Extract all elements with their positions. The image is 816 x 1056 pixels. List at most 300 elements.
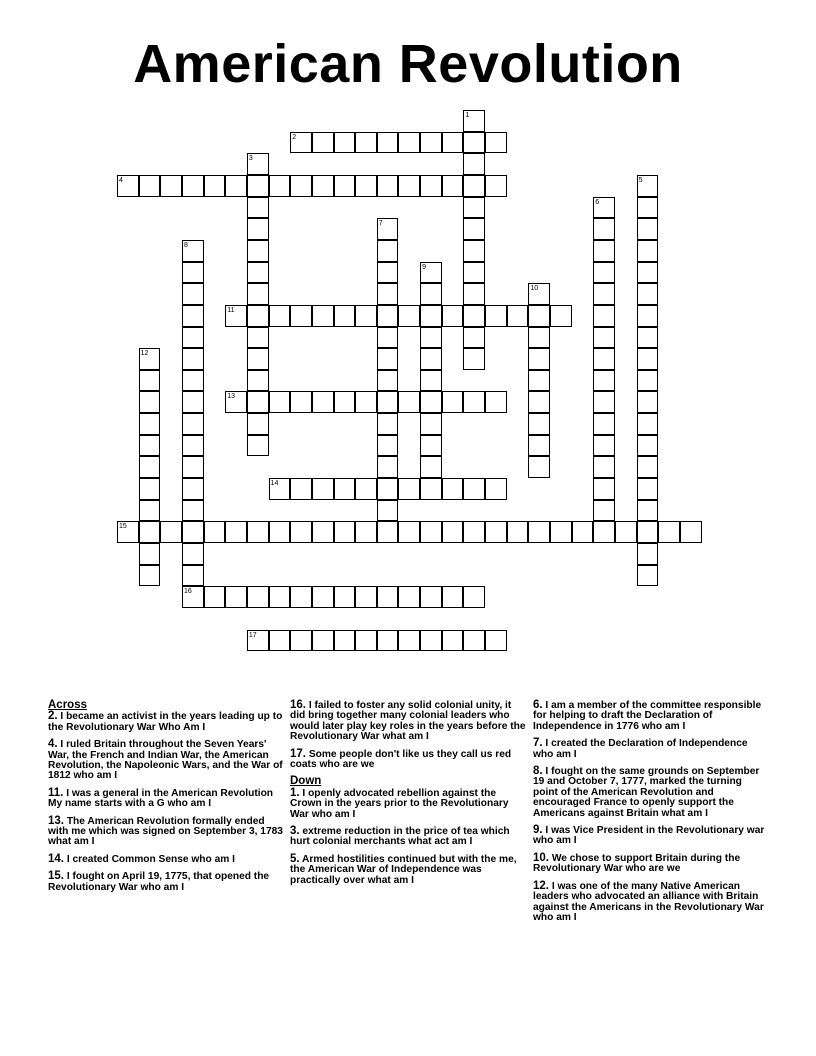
grid-cell[interactable] <box>507 521 529 543</box>
grid-cell[interactable] <box>139 391 161 413</box>
grid-cell[interactable] <box>312 391 334 413</box>
grid-cell[interactable] <box>463 391 485 413</box>
clue-item <box>290 826 526 848</box>
grid-cell[interactable] <box>593 391 615 413</box>
clue-item <box>533 825 769 847</box>
grid-cell[interactable] <box>269 521 291 543</box>
grid-cell[interactable] <box>637 478 659 500</box>
clue-text: I was one of the many Native American leaders who advocated an alliance with Britain against the Americans in the Revolutionary War who am I <box>533 880 764 923</box>
grid-cell[interactable] <box>204 175 226 197</box>
grid-cell[interactable] <box>463 478 485 500</box>
grid-cell[interactable] <box>593 435 615 457</box>
grid-cell[interactable] <box>290 630 312 652</box>
grid-cell[interactable] <box>593 197 615 219</box>
grid-cell[interactable] <box>485 630 507 652</box>
grid-cell[interactable] <box>182 283 204 305</box>
grid-cell[interactable] <box>182 521 204 543</box>
grid-cell[interactable] <box>398 630 420 652</box>
clue-text: Some people don't like us they call us red coats who are we <box>290 748 512 771</box>
grid-cell[interactable] <box>139 370 161 392</box>
grid-cell[interactable] <box>247 348 269 370</box>
grid-cell[interactable] <box>247 327 269 349</box>
grid-cell[interactable] <box>398 586 420 608</box>
clue-text: I failed to foster any solid colonial unity, it did bring together many colonial leaders who would later play key roles in the years before the Revolutionary War what am I <box>290 700 526 743</box>
grid-cell[interactable] <box>139 435 161 457</box>
grid-cell[interactable] <box>117 175 139 197</box>
clue-item <box>290 749 526 771</box>
grid-cell[interactable] <box>139 478 161 500</box>
grid-cell[interactable] <box>658 521 680 543</box>
grid-cell[interactable] <box>637 435 659 457</box>
grid-cell[interactable] <box>225 391 247 413</box>
grid-cell[interactable] <box>377 262 399 284</box>
clue-number: 11. <box>48 786 64 799</box>
grid-cell[interactable] <box>355 391 377 413</box>
grid-cell[interactable] <box>637 565 659 587</box>
grid-cell[interactable] <box>377 435 399 457</box>
clue-item <box>48 788 284 810</box>
grid-cell[interactable] <box>420 132 442 154</box>
grid-cell[interactable] <box>247 521 269 543</box>
clue-number-label: 15 <box>119 523 127 531</box>
grid-cell[interactable] <box>377 586 399 608</box>
grid-cell[interactable] <box>247 435 269 457</box>
grid-cell[interactable] <box>334 521 356 543</box>
clue-number: 1. <box>290 786 300 799</box>
grid-cell[interactable] <box>637 413 659 435</box>
grid-cell[interactable] <box>355 630 377 652</box>
grid-cell[interactable] <box>312 175 334 197</box>
grid-cell[interactable] <box>139 521 161 543</box>
across-heading: Across <box>48 699 87 711</box>
grid-cell[interactable] <box>398 132 420 154</box>
grid-cell[interactable] <box>420 391 442 413</box>
grid-cell[interactable] <box>463 110 485 132</box>
grid-cell[interactable] <box>182 348 204 370</box>
clue-text: I created Common Sense who am I <box>64 853 235 865</box>
grid-cell[interactable] <box>290 521 312 543</box>
clue-number: 7. <box>533 737 543 750</box>
clue-number-label: 5 <box>638 176 643 184</box>
clue-number-label: 14 <box>270 480 279 488</box>
grid-cell[interactable] <box>528 521 550 543</box>
grid-cell[interactable] <box>182 586 204 608</box>
grid-cell[interactable] <box>442 305 464 327</box>
grid-cell[interactable] <box>528 348 550 370</box>
grid-cell[interactable] <box>528 305 550 327</box>
clue-number-label: 8 <box>183 241 188 249</box>
grid-cell[interactable] <box>247 240 269 262</box>
clue-text: We chose to support Britain during the Revolutionary War who are we <box>533 852 741 875</box>
grid-cell[interactable] <box>637 305 659 327</box>
grid-cell[interactable] <box>377 240 399 262</box>
clue-item <box>533 738 769 760</box>
clue-column-3 <box>533 700 769 929</box>
grid-cell[interactable] <box>593 500 615 522</box>
clue-item <box>533 881 769 924</box>
grid-cell[interactable] <box>593 456 615 478</box>
grid-cell[interactable] <box>312 305 334 327</box>
clue-number-label: 3 <box>248 155 253 163</box>
grid-cell[interactable] <box>398 391 420 413</box>
grid-cell[interactable] <box>290 391 312 413</box>
grid-cell[interactable] <box>204 586 226 608</box>
grid-cell[interactable] <box>182 305 204 327</box>
clue-number: 16. <box>290 699 306 711</box>
clue-number-label: 10 <box>530 285 539 293</box>
grid-cell[interactable] <box>593 305 615 327</box>
grid-cell[interactable] <box>637 218 659 240</box>
grid-cell[interactable] <box>225 586 247 608</box>
grid-cell[interactable] <box>442 132 464 154</box>
grid-cell[interactable] <box>269 391 291 413</box>
grid-cell[interactable] <box>225 305 247 327</box>
grid-cell[interactable] <box>312 478 334 500</box>
grid-cell[interactable] <box>334 586 356 608</box>
grid-cell[interactable] <box>550 305 572 327</box>
grid-cell[interactable] <box>182 478 204 500</box>
grid-cell[interactable] <box>463 175 485 197</box>
grid-cell[interactable] <box>485 478 507 500</box>
clue-item <box>48 711 284 733</box>
clue-number-label: 13 <box>227 393 236 401</box>
grid-cell[interactable] <box>139 543 161 565</box>
grid-cell[interactable] <box>247 197 269 219</box>
clue-text: I was Vice President in the Revolutionary war who am I <box>533 825 765 847</box>
grid-cell[interactable] <box>247 630 269 652</box>
clue-text: Armed hostilities continued but with the me, the American War of Independence was practically over what am I <box>290 853 517 886</box>
clue-text: I fought on the same grounds on September 19 and October 7, 1777, marked the turning point of the American Revolution and encouraged France to openly support the Americans against Britain what am I <box>533 766 760 819</box>
grid-cell[interactable] <box>463 305 485 327</box>
grid-cell[interactable] <box>593 283 615 305</box>
grid-cell[interactable] <box>377 348 399 370</box>
clue-number: 3. <box>290 825 300 838</box>
grid-cell[interactable] <box>528 370 550 392</box>
grid-cell[interactable] <box>312 521 334 543</box>
grid-cell[interactable] <box>593 218 615 240</box>
grid-cell[interactable] <box>528 456 550 478</box>
grid-cell[interactable] <box>637 197 659 219</box>
grid-cell[interactable] <box>442 521 464 543</box>
grid-cell[interactable] <box>442 630 464 652</box>
grid-cell[interactable] <box>593 348 615 370</box>
grid-cell[interactable] <box>420 305 442 327</box>
grid-cell[interactable] <box>420 586 442 608</box>
grid-cell[interactable] <box>485 175 507 197</box>
grid-cell[interactable] <box>637 521 659 543</box>
grid-cell[interactable] <box>442 478 464 500</box>
grid-cell[interactable] <box>182 175 204 197</box>
grid-cell[interactable] <box>269 478 291 500</box>
clue-number-label: 17 <box>248 631 257 639</box>
grid-cell[interactable] <box>355 175 377 197</box>
grid-cell[interactable] <box>139 500 161 522</box>
clue-number-label: 16 <box>183 588 192 596</box>
grid-cell[interactable] <box>182 565 204 587</box>
clue-text: extreme reduction in the price of tea which hurt colonial merchants what act am I <box>290 826 510 848</box>
clue-text: I was a general in the American Revolution My name starts with a G who am I <box>48 787 274 810</box>
grid-cell[interactable] <box>377 413 399 435</box>
grid-cell[interactable] <box>377 370 399 392</box>
grid-cell[interactable] <box>182 370 204 392</box>
grid-cell[interactable] <box>593 240 615 262</box>
grid-cell[interactable] <box>463 218 485 240</box>
grid-cell[interactable] <box>420 175 442 197</box>
grid-cell[interactable] <box>139 413 161 435</box>
grid-cell[interactable] <box>485 521 507 543</box>
clue-text: I ruled Britain throughout the Seven Years' War, the French and Indian War, the American Revolution, the Napoleonic Wars, and the War of 1812 who am I <box>48 739 283 782</box>
clue-item <box>533 853 769 875</box>
grid-cell[interactable] <box>269 175 291 197</box>
grid-cell[interactable] <box>485 132 507 154</box>
grid-cell[interactable] <box>615 521 637 543</box>
grid-cell[interactable] <box>377 132 399 154</box>
clue-number-label: 4 <box>119 176 123 184</box>
grid-cell[interactable] <box>637 262 659 284</box>
clue-text: I created the Declaration of Independence who am I <box>533 738 748 760</box>
clue-item <box>290 788 526 820</box>
grid-cell[interactable] <box>442 586 464 608</box>
grid-cell[interactable] <box>139 175 161 197</box>
clue-number: 4. <box>48 738 58 751</box>
grid-cell[interactable] <box>247 413 269 435</box>
grid-cell[interactable] <box>420 521 442 543</box>
clue-number-label: 7 <box>378 220 383 228</box>
grid-cell[interactable] <box>182 456 204 478</box>
grid-cell[interactable] <box>334 305 356 327</box>
down-heading: Down <box>290 775 322 788</box>
grid-cell[interactable] <box>334 478 356 500</box>
grid-cell[interactable] <box>247 586 269 608</box>
grid-cell[interactable] <box>312 630 334 652</box>
grid-cell[interactable] <box>334 132 356 154</box>
clue-number: 5. <box>290 852 300 865</box>
grid-cell[interactable] <box>377 305 399 327</box>
grid-cell[interactable] <box>247 262 269 284</box>
grid-cell[interactable] <box>204 521 226 543</box>
grid-cell[interactable] <box>377 327 399 349</box>
clue-number: 10. <box>533 851 549 864</box>
clue-item <box>533 700 769 732</box>
grid-cell[interactable] <box>528 283 550 305</box>
grid-cell[interactable] <box>182 262 204 284</box>
clue-text: I became an activist in the years leading up to the Revolutionary War Who Am I <box>48 711 283 733</box>
grid-cell[interactable] <box>637 456 659 478</box>
clue-item <box>48 739 284 782</box>
grid-cell[interactable] <box>442 391 464 413</box>
clue-item <box>48 871 284 893</box>
grid-cell[interactable] <box>463 262 485 284</box>
clue-number: 15. <box>48 870 64 883</box>
grid-cell[interactable] <box>528 327 550 349</box>
grid-cell[interactable] <box>269 586 291 608</box>
grid-cell[interactable] <box>593 413 615 435</box>
grid-cell[interactable] <box>225 521 247 543</box>
grid-cell[interactable] <box>463 197 485 219</box>
clue-item <box>533 766 769 819</box>
grid-cell[interactable] <box>637 391 659 413</box>
grid-cell[interactable] <box>463 521 485 543</box>
clue-number: 9. <box>533 824 543 837</box>
grid-cell[interactable] <box>160 521 182 543</box>
grid-cell[interactable] <box>312 132 334 154</box>
grid-cell[interactable] <box>269 630 291 652</box>
grid-cell[interactable] <box>463 586 485 608</box>
clue-number-label: 12 <box>140 350 149 358</box>
clue-text: I fought on April 19, 1775, that opened the Revolutionary War who am I <box>48 871 270 893</box>
grid-cell[interactable] <box>593 370 615 392</box>
grid-cell[interactable] <box>528 391 550 413</box>
grid-cell[interactable] <box>290 305 312 327</box>
grid-cell[interactable] <box>572 521 594 543</box>
grid-cell[interactable] <box>247 370 269 392</box>
grid-cell[interactable] <box>507 305 529 327</box>
clue-column-1 <box>48 700 284 899</box>
grid-cell[interactable] <box>247 153 269 175</box>
grid-cell[interactable] <box>182 240 204 262</box>
grid-cell[interactable] <box>182 435 204 457</box>
grid-cell[interactable] <box>398 305 420 327</box>
grid-cell[interactable] <box>550 521 572 543</box>
grid-cell[interactable] <box>463 327 485 349</box>
grid-cell[interactable] <box>593 262 615 284</box>
grid-cell[interactable] <box>637 283 659 305</box>
grid-cell[interactable] <box>420 370 442 392</box>
clue-text: The American Revolution formally ended with me which was signed on September 3, 1783 what am I <box>48 815 283 848</box>
grid-cell[interactable] <box>637 370 659 392</box>
grid-cell[interactable] <box>269 305 291 327</box>
grid-cell[interactable] <box>290 478 312 500</box>
grid-cell[interactable] <box>442 175 464 197</box>
page-title: American Revolution <box>133 34 683 94</box>
grid-cell[interactable] <box>182 413 204 435</box>
grid-cell[interactable] <box>182 391 204 413</box>
clue-number-label: 2 <box>292 133 297 141</box>
grid-cell[interactable] <box>377 391 399 413</box>
grid-cell[interactable] <box>247 391 269 413</box>
grid-cell[interactable] <box>355 521 377 543</box>
grid-cell[interactable] <box>377 283 399 305</box>
grid-cell[interactable] <box>139 456 161 478</box>
grid-cell[interactable] <box>377 456 399 478</box>
grid-cell[interactable] <box>463 240 485 262</box>
grid-cell[interactable] <box>139 348 161 370</box>
clue-number: 13. <box>48 814 64 827</box>
grid-cell[interactable] <box>593 327 615 349</box>
grid-cell[interactable] <box>637 500 659 522</box>
grid-cell[interactable] <box>637 240 659 262</box>
clue-number-label: 9 <box>422 263 426 271</box>
grid-cell[interactable] <box>398 521 420 543</box>
grid-cell[interactable] <box>420 435 442 457</box>
grid-cell[interactable] <box>182 500 204 522</box>
grid-cell[interactable] <box>398 478 420 500</box>
grid-cell[interactable] <box>398 175 420 197</box>
clue-number: 6. <box>533 699 543 711</box>
clue-number: 12. <box>533 879 549 892</box>
grid-cell[interactable] <box>247 218 269 240</box>
grid-cell[interactable] <box>637 348 659 370</box>
grid-cell[interactable] <box>463 630 485 652</box>
grid-cell[interactable] <box>290 175 312 197</box>
grid-cell[interactable] <box>377 478 399 500</box>
grid-cell[interactable] <box>485 391 507 413</box>
grid-cell[interactable] <box>485 305 507 327</box>
clue-text: I am a member of the committee responsible for helping to draft the Declaration of Independence in 1776 who am I <box>533 700 762 732</box>
clue-item <box>48 816 284 848</box>
grid-cell[interactable] <box>377 500 399 522</box>
clue-number: 8. <box>533 765 543 778</box>
grid-cell[interactable] <box>247 283 269 305</box>
grid-cell[interactable] <box>182 543 204 565</box>
clue-number: 17. <box>290 747 306 760</box>
grid-cell[interactable] <box>290 586 312 608</box>
grid-cell[interactable] <box>593 478 615 500</box>
grid-cell[interactable] <box>420 327 442 349</box>
grid-cell[interactable] <box>420 348 442 370</box>
grid-cell[interactable] <box>637 543 659 565</box>
grid-cell[interactable] <box>420 262 442 284</box>
grid-cell[interactable] <box>420 413 442 435</box>
grid-cell[interactable] <box>312 586 334 608</box>
grid-cell[interactable] <box>463 348 485 370</box>
clue-number-label: 6 <box>595 198 600 206</box>
clue-number: 2. <box>48 710 58 723</box>
grid-cell[interactable] <box>463 153 485 175</box>
grid-cell[interactable] <box>463 283 485 305</box>
grid-cell[interactable] <box>160 175 182 197</box>
grid-cell[interactable] <box>377 521 399 543</box>
clue-item <box>290 700 526 743</box>
grid-cell[interactable] <box>528 435 550 457</box>
clue-item <box>290 854 526 886</box>
grid-cell[interactable] <box>528 413 550 435</box>
grid-cell[interactable] <box>377 218 399 240</box>
grid-cell[interactable] <box>355 132 377 154</box>
clue-number-label: 1 <box>465 112 470 119</box>
grid-cell[interactable] <box>139 565 161 587</box>
clue-item <box>48 854 284 865</box>
clue-text: I openly advocated rebellion against the Crown in the years prior to the Revolutionary War who am I <box>290 787 509 820</box>
grid-cell[interactable] <box>225 175 247 197</box>
grid-cell[interactable] <box>290 132 312 154</box>
clue-number: 14. <box>48 852 64 865</box>
grid-cell[interactable] <box>182 327 204 349</box>
grid-cell[interactable] <box>593 521 615 543</box>
grid-cell[interactable] <box>420 283 442 305</box>
grid-cell[interactable] <box>420 456 442 478</box>
grid-cell[interactable] <box>420 630 442 652</box>
grid-cell[interactable] <box>463 132 485 154</box>
clue-number-label: 11 <box>227 306 235 314</box>
grid-cell[interactable] <box>334 630 356 652</box>
grid-cell[interactable] <box>247 305 269 327</box>
grid-cell[interactable] <box>377 630 399 652</box>
grid-cell[interactable] <box>637 175 659 197</box>
clue-column-2 <box>290 700 526 892</box>
grid-cell[interactable] <box>680 521 702 543</box>
grid-cell[interactable] <box>377 175 399 197</box>
grid-cell[interactable] <box>637 327 659 349</box>
grid-cell[interactable] <box>420 478 442 500</box>
grid-cell[interactable] <box>117 521 139 543</box>
grid-cell[interactable] <box>247 175 269 197</box>
grid-cell[interactable] <box>355 478 377 500</box>
grid-cell[interactable] <box>355 305 377 327</box>
grid-cell[interactable] <box>334 175 356 197</box>
grid-cell[interactable] <box>334 391 356 413</box>
grid-cell[interactable] <box>355 586 377 608</box>
